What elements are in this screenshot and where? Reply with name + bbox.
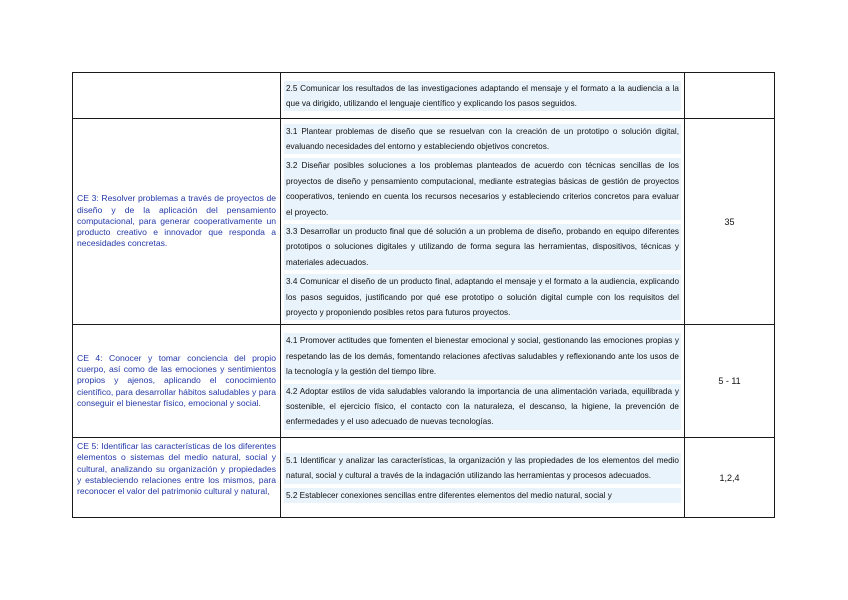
value-cell [685, 73, 775, 119]
competency-item: 4.2 Adoptar estilos de vida saludables valorando la importancia de una alimentación variada, equilibrada y sostenible, el ejercicio físico, el contacto con la naturaleza, el descanso, la higiene, la prevención de enfermedades y el uso adecuado de nuevas tecnologías. [284, 384, 681, 430]
competency-item: 3.2 Diseñar posibles soluciones a los problemas planteados de acuerdo con técnicas sencillas de los proyectos de diseño y pensamiento computacional, mediante estrategias básicas de gestión de proyectos cooperativos, teniendo en cuenta los recursos necesarios y estableciendo criterios concretos para evaluar el proyecto. [284, 158, 681, 220]
table-row [73, 119, 775, 325]
curriculum-table [72, 72, 775, 518]
criterion-cell: CE 3: Resolver problemas a través de proyectos de diseño y de la aplicación del pensamiento computacional, para generar cooperativamente un producto creativo e innovador que responda a necesidades concretas. [73, 119, 281, 325]
competency-item: 3.3 Desarrollar un producto final que dé solución a un problema de diseño, probando en equipo diferentes prototipos o soluciones digitales y utilizando de forma segura las herramientas, dispositivos, técnicas y materiales adecuados. [284, 224, 681, 270]
competencies-cell [281, 325, 685, 438]
table-row [73, 438, 775, 518]
table-row [73, 73, 775, 119]
competency-item: 5.1 Identificar y analizar las características, la organización y las propiedades de los elementos del medio natural, social y cultural a través de la indagación utilizando las herramientas y procesos adecuados. [284, 453, 681, 484]
value-cell: 5 - 11 [685, 325, 775, 438]
competencies-cell [281, 119, 685, 325]
competency-item: 2.5 Comunicar los resultados de las investigaciones adaptando el mensaje y el formato a la audiencia a la que va dirigido, utilizando el lenguaje científico y explicando los pasos seguidos. [284, 81, 681, 112]
competency-item: 5.2 Establecer conexiones sencillas entre diferentes elementos del medio natural, social y [284, 488, 681, 503]
competency-item: 4.1 Promover actitudes que fomenten el bienestar emocional y social, gestionando las emociones propias y respetando las de los demás, fomentando relaciones afectivas saludables y reflexionando ante los usos de la tecnología y la gestión del tiempo libre. [284, 333, 681, 379]
competency-item: 3.4 Comunicar el diseño de un producto final, adaptando el mensaje y el formato a la audiencia, explicando los pasos seguidos, justificando por qué ese prototipo o solución digital cumple con los requisitos del proyecto y proponiendo posibles retos para futuros proyectos. [284, 274, 681, 320]
table-row [73, 325, 775, 438]
criterion-cell: CE 5: Identificar las características de los diferentes elementos o sistemas del medio natural, social y cultural, analizando su organización y propiedades y estableciendo relaciones entre los mismos, para reconocer el valor del patrimonio cultural y natural, [73, 438, 281, 518]
competency-item: 3.1 Plantear problemas de diseño que se resuelvan con la creación de un prototipo o solución digital, evaluando necesidades del entorno y estableciendo objetivos concretos. [284, 124, 681, 155]
value-cell: 1,2,4 [685, 438, 775, 518]
criterion-cell: CE 4: Conocer y tomar conciencia del propio cuerpo, así como de las emociones y sentimientos propios y ajenos, aplicando el conocimiento científico, para desarrollar hábitos saludables y para conseguir el bienestar físico, emocional y social. [73, 325, 281, 438]
value-cell: 35 [685, 119, 775, 325]
competencies-cell [281, 438, 685, 518]
competencies-cell [281, 73, 685, 119]
criterion-cell [73, 73, 281, 119]
